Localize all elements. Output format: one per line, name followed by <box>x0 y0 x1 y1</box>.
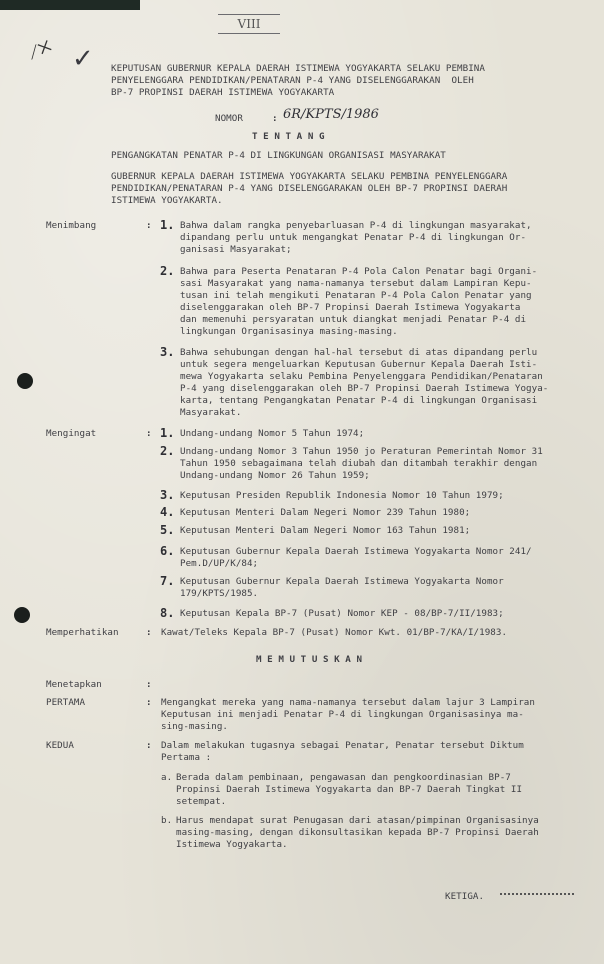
next-page-marker: KETIGA. <box>445 891 485 902</box>
list-item-line: Keputusan Menteri Dalam Negeri Nomor 239 Tahun 1980; <box>180 507 471 518</box>
list-item-line: Keputusan Presiden Republik Indonesia Nomor 10 Tahun 1979; <box>180 490 504 501</box>
list-item-line: ganisasi Masyarakat; <box>180 244 292 255</box>
sub-item-letter: b. <box>161 815 173 826</box>
list-item-line: P-4 yang diselenggarakan oleh BP-7 Propinsi Daerah Istimewa Yogya- <box>180 383 549 394</box>
check-mark-icon: ✓ <box>72 44 94 74</box>
pertama-label: PERTAMA <box>46 697 86 708</box>
header-line-2: PENYELENGGARA PENDIDIKAN/PENATARAN P-4 YANG DISELENGGARAKAN OLEH <box>111 75 474 86</box>
list-item-line: 179/KPTS/1985. <box>180 588 259 599</box>
list-number: 8. <box>160 606 175 620</box>
dark-corner-tab <box>0 0 140 10</box>
list-item-line: Keputusan Kepala BP-7 (Pusat) Nomor KEP - 08/BP-7/II/1983; <box>180 608 504 619</box>
issuer-line-3: ISTIMEWA YOGYAKARTA. <box>111 195 223 206</box>
nomor-colon: : <box>272 113 278 124</box>
sub-item-line: masing-masing, dengan dikonsultasikan kepada BP-7 Propinsi Daerah <box>176 827 539 838</box>
list-item-line: Bahwa para Peserta Penataran P-4 Pola Calon Penatar bagi Organi- <box>180 266 538 277</box>
memutuskan-heading: M E M U T U S K A N <box>256 654 363 665</box>
page-number: VIII <box>218 14 280 34</box>
sub-item-line: Propinsi Daerah Istimewa Yogyakarta dan BP-7 Daerah Tingkat II <box>176 784 523 795</box>
list-number: 3. <box>160 488 175 502</box>
list-item-line: Masyarakat. <box>180 407 242 418</box>
list-number: 3. <box>160 345 175 359</box>
pertama-line: Mengangkat mereka yang nama-namanya tersebut dalam lajur 3 Lampiran <box>161 697 535 708</box>
sub-item-line: Harus mendapat surat Penugasan dari atasan/pimpinan Organisasinya <box>176 815 539 826</box>
kedua-label: KEDUA <box>46 740 74 751</box>
list-item-line: Keputusan Gubernur Kepala Daerah Istimewa Yogyakarta Nomor <box>180 576 504 587</box>
pertama-line: Keputusan ini menjadi Penatar P-4 di lingkungan Organisasinya ma- <box>161 709 524 720</box>
mengingat-label: Mengingat <box>46 428 97 439</box>
header-line-3: BP-7 PROPINSI DAERAH ISTIMEWA YOGYAKARTA <box>111 87 335 98</box>
issuer-line-1: GUBERNUR KEPALA DAERAH ISTIMEWA YOGYAKARTA SELAKU PEMBINA PENYELENGGARA <box>111 171 508 182</box>
list-number: 2. <box>160 264 175 278</box>
nomor-label: NOMOR <box>215 113 243 124</box>
list-item-line: tusan ini telah mengikuti Penataran P-4 Pola Calon Penatar yang <box>180 290 532 301</box>
list-item-line: Pem.D/UP/K/84; <box>180 558 259 569</box>
kedua-line: Dalam melakukan tugasnya sebagai Penatar, Penatar tersebut Diktum <box>161 740 524 751</box>
list-number: 7. <box>160 574 175 588</box>
memperhatikan-label: Memperhatikan <box>46 627 119 638</box>
list-number: 1. <box>160 426 175 440</box>
list-item-line: Undang-undang Nomor 5 Tahun 1974; <box>180 428 365 439</box>
continuation-dots <box>500 893 574 895</box>
list-item-line: Undang-undang Nomor 26 Tahun 1959; <box>180 470 370 481</box>
list-item-line: dipandang perlu untuk mengangkat Penatar P-4 di lingkungan Or- <box>180 232 527 243</box>
list-item-line: karta, tentang Pengangkatan Penatar P-4 di lingkungan Organisasi <box>180 395 538 406</box>
sub-item-line: Berada dalam pembinaan, pengawasan dan pengkoordinasian BP-7 <box>176 772 511 783</box>
margin-scribble: ⟋✕ <box>24 35 55 64</box>
kedua-line: Pertama : <box>161 752 212 763</box>
section-colon: : <box>146 679 152 690</box>
nomor-value: 6R/KPTS/1986 <box>283 107 379 122</box>
tentang-heading: T E N T A N G <box>252 131 325 142</box>
punch-hole <box>14 607 30 623</box>
list-number: 5. <box>160 523 175 537</box>
list-number: 4. <box>160 505 175 519</box>
sub-item-line: setempat. <box>176 796 227 807</box>
pertama-line: sing-masing. <box>161 721 228 732</box>
list-item-line: untuk segera mengeluarkan Keputusan Gubernur Kepala Daerah Isti- <box>180 359 538 370</box>
list-item-line: Bahwa dalam rangka penyebarluasan P-4 di lingkungan masyarakat, <box>180 220 532 231</box>
list-number: 6. <box>160 544 175 558</box>
section-colon: : <box>146 220 152 231</box>
punch-hole <box>17 373 33 389</box>
sub-item-line: Istimewa Yogyakarta. <box>176 839 288 850</box>
list-item-line: Undang-undang Nomor 3 Tahun 1950 jo Peraturan Pemerintah Nomor 31 <box>180 446 543 457</box>
list-item-line: mewa Yogyakarta selaku Pembina Penyelenggara Pendidikan/Penataran <box>180 371 543 382</box>
list-number: 1. <box>160 218 175 232</box>
list-item-line: Keputusan Menteri Dalam Negeri Nomor 163 Tahun 1981; <box>180 525 471 536</box>
subject-line: PENGANGKATAN PENATAR P-4 DI LINGKUNGAN ORGANISASI MASYARAKAT <box>111 150 446 161</box>
header-line-1: KEPUTUSAN GUBERNUR KEPALA DAERAH ISTIMEWA YOGYAKARTA SELAKU PEMBINA <box>111 63 485 74</box>
sub-item-letter: a. <box>161 772 173 783</box>
section-colon: : <box>146 740 152 751</box>
issuer-line-2: PENDIDIKAN/PENATARAN P-4 YANG DISELENGGARAKAN OLEH BP-7 PROPINSI DAERAH <box>111 183 508 194</box>
menimbang-label: Menimbang <box>46 220 97 231</box>
list-item-line: Bahwa sehubungan dengan hal-hal tersebut di atas dipandang perlu <box>180 347 538 358</box>
section-colon: : <box>146 627 152 638</box>
list-item-line: sasi Masyarakat yang nama-namanya tersebut dalam Lampiran Kepu- <box>180 278 532 289</box>
list-item-line: Tahun 1950 sebagaimana telah diubah dan ditambah terakhir dengan <box>180 458 538 469</box>
section-colon: : <box>146 428 152 439</box>
list-item-line: Keputusan Gubernur Kepala Daerah Istimewa Yogyakarta Nomor 241/ <box>180 546 532 557</box>
list-number: 2. <box>160 444 175 458</box>
list-item-line: dan memenuhi persyaratan untuk diangkat menjadi Penatar P-4 di <box>180 314 527 325</box>
list-item-line: diselenggarakan oleh BP-7 Propinsi Daerah Istimewa Yogyakarta <box>180 302 521 313</box>
list-item-line: lingkungan Organisasinya masing-masing. <box>180 326 398 337</box>
menetapkan-label: Menetapkan <box>46 679 102 690</box>
memperhatikan-text: Kawat/Teleks Kepala BP-7 (Pusat) Nomor Kwt. 01/BP-7/KA/I/1983. <box>161 627 508 638</box>
section-colon: : <box>146 697 152 708</box>
